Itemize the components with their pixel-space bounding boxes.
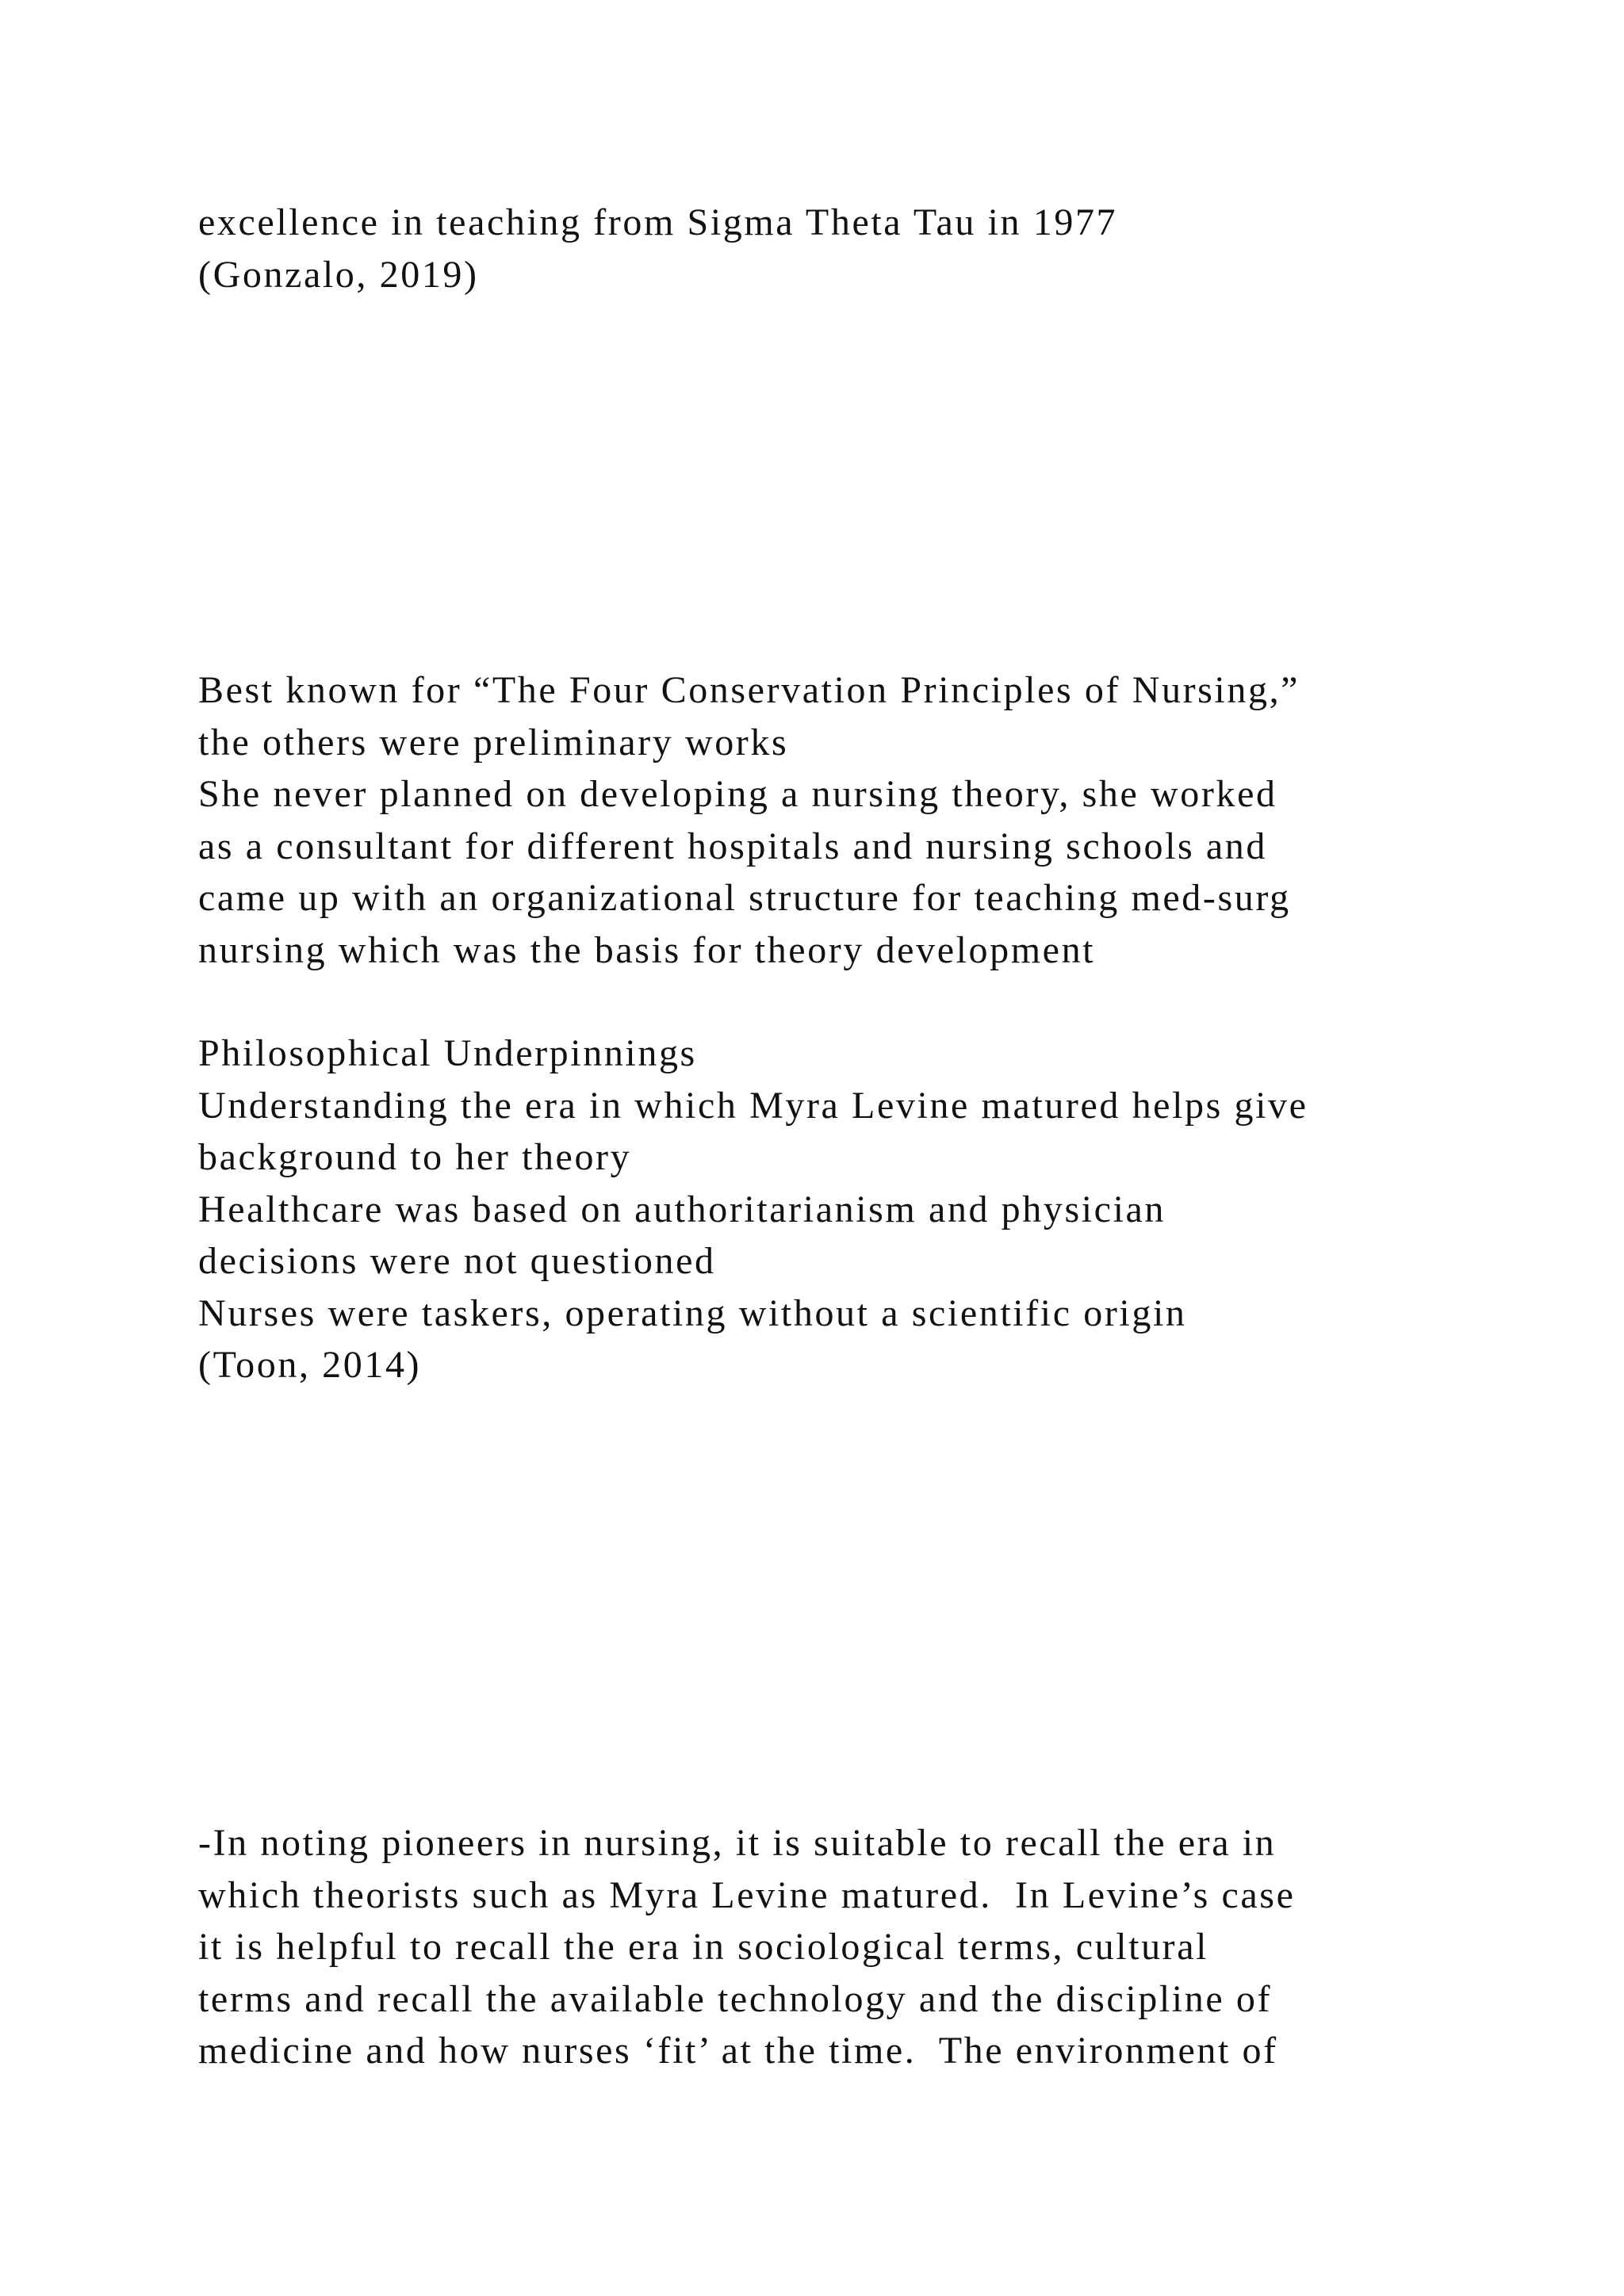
text-line: Healthcare was based on authoritarianism and physician [198,1188,1166,1230]
text-line: decisions were not questioned [198,1240,716,1282]
text-line: which theorists such as Myra Levine matured. In Levine’s case [198,1873,1296,1916]
text-line: as a consultant for different hospitals and nursing schools and [198,825,1268,867]
text-block-best-known [198,664,1546,976]
text-line: -In noting pioneers in nursing, it is suitable to recall the era in [198,1822,1277,1864]
citation-line: (Gonzalo, 2019) [198,253,479,296]
citation-line: (Toon, 2014) [198,1344,422,1386]
text-line: nursing which was the basis for theory development [198,928,1096,971]
text-line: She never planned on developing a nursing theory, she worked [198,773,1277,815]
text-block-philosophical-underpinnings [198,1027,1546,1391]
section-heading: Philosophical Underpinnings [198,1032,697,1074]
text-line: medicine and how nurses ‘fit’ at the time. The environment of [198,2030,1278,2072]
text-line: came up with an organizational structure for teaching med-surg [198,877,1291,919]
text-line: it is helpful to recall the era in sociological terms, cultural [198,1926,1209,1968]
text-line: terms and recall the available technology and the discipline of [198,1977,1273,2020]
text-block-pioneers [198,1817,1546,2077]
text-line: Understanding the era in which Myra Levine matured helps give [198,1084,1308,1127]
text-line: background to her theory [198,1136,632,1178]
text-line: excellence in teaching from Sigma Theta Tau in 1977 [198,201,1118,243]
text-line: Best known for “The Four Conservation Principles of Nursing,” [198,669,1300,711]
text-line: Nurses were taskers, operating without a scientific origin [198,1292,1187,1334]
text-block-sigma-theta-tau [198,197,1546,300]
text-line: the others were preliminary works [198,721,789,763]
